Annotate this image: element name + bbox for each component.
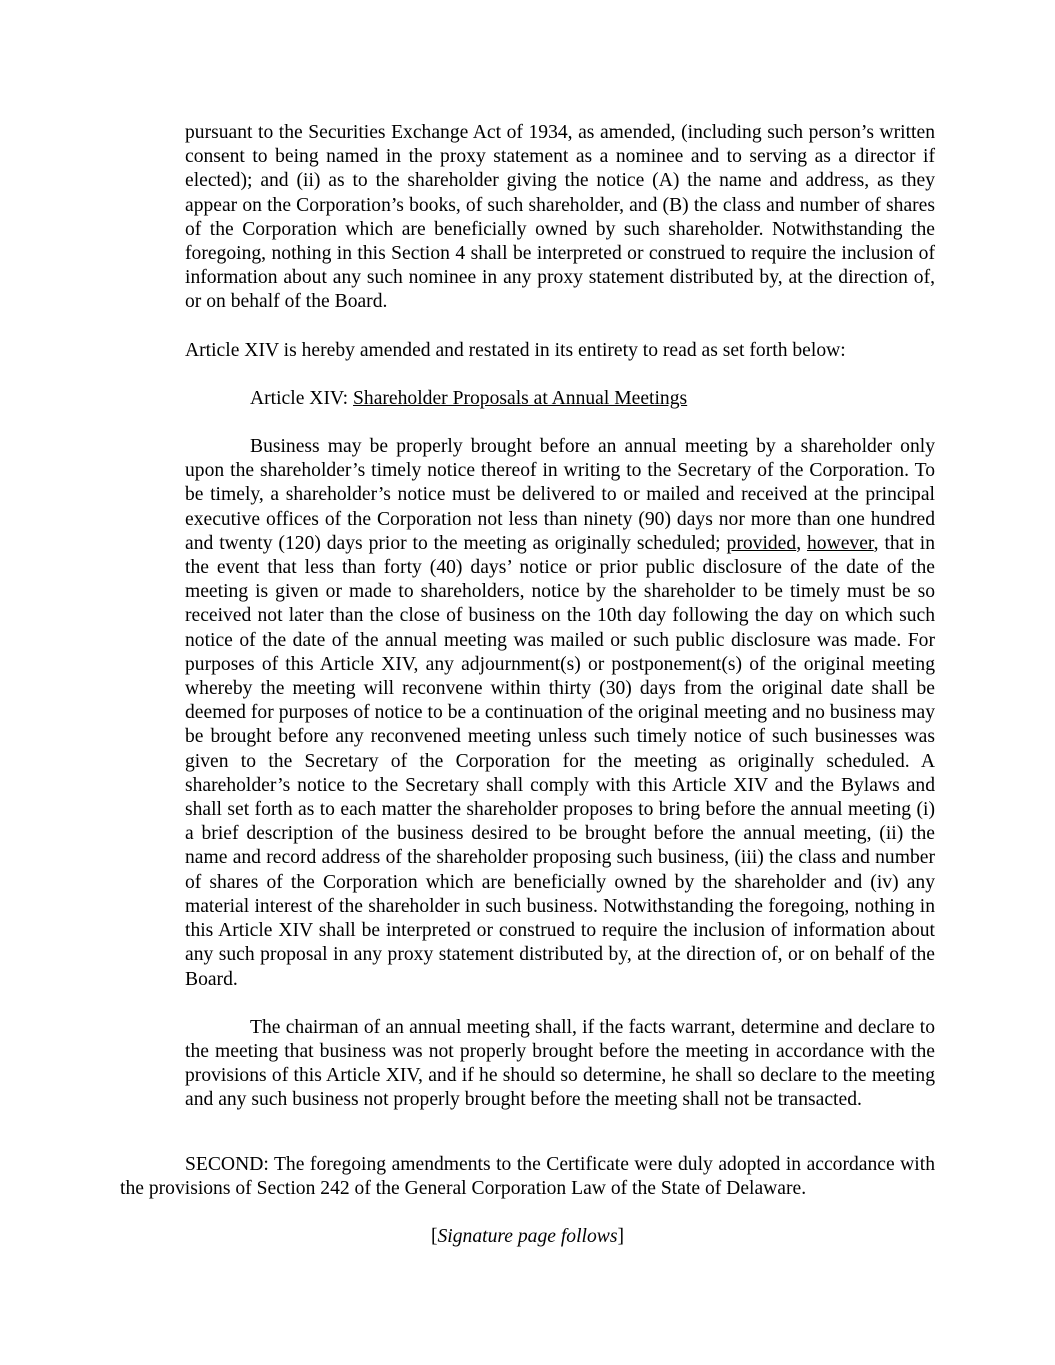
article-xiv-heading-prefix: Article XIV: <box>250 387 354 409</box>
amendment-lead-in-paragraph: Article XIV is hereby amended and restated in its entirety to read as set forth below: <box>185 339 846 361</box>
body-segment-1: Business may be properly brought before an annual meeting by a shareholder only upon the shareholder’s timely notice thereof in writing to the Secretary of the Corporation. To be timely, a shareholder’s notice must be delivered to or mailed and received at the principal executive offices of the Corporation not less than ninety (90) days nor more than one hundred and twenty (120) days prior to the meeting as originally scheduled; <box>185 436 935 554</box>
body-separator: , <box>796 532 807 554</box>
underlined-provided: provided <box>726 532 797 554</box>
signature-open-bracket: [ <box>430 1225 438 1247</box>
article-xiv-heading <box>185 387 935 411</box>
second-clause-paragraph: SECOND: The foregoing amendments to the Certificate were duly adopted in accordance with the provisions of Section 242 of the General Corporation Law of the State of Delaware. <box>120 1153 935 1199</box>
signature-page-note <box>120 1225 935 1249</box>
article-xiv-body-paragraph <box>185 435 935 992</box>
chairman-paragraph: The chairman of an annual meeting shall, if the facts warrant, determine and declare to the meeting that business was not properly brought before the meeting in accordance with the provisions of this Article XIV, and if he should so determine, he shall so declare to the meeting and any such business not properly brought before the meeting shall not be transacted. <box>185 1016 935 1111</box>
amendment-text-block <box>185 121 935 1113</box>
signature-close-bracket: ] <box>617 1225 625 1247</box>
underlined-however: however <box>806 532 874 554</box>
signature-note-text: Signature page follows <box>437 1225 618 1247</box>
body-segment-2: , that in the event that less than forty (40) days’ notice or prior public disclosure of the date of the meeting is given or made to shareholders, notice by the shareholder to be timely must be so received not later than the close of business on the 10th day following the day on which such notice of the date of the annual meeting was mailed or such public disclosure was made. For purposes of this Article XIV, any adjournment(s) or postponement(s) of the original meeting whereby the meeting will reconvene within thirty (30) days from the original date shall be deemed for purposes of notice to be a continuation of the original meeting and no business may be brought before any reconvened meeting unless such timely notice of such businesses was given to the Secretary of the Corporation for the meeting as originally scheduled. A shareholder’s notice to the Secretary shall comply with this Article XIV and the Bylaws and shall set forth as to each matter the shareholder proposes to bring before the annual meeting (i) a brief description of the business desired to be brought before the annual meeting, (ii) the name and record address of the shareholder proposing such business, (iii) the class and number of shares of the Corporation which are beneficially owned by the shareholder and (iv) any material interest of the shareholder in such business. Notwithstanding the foregoing, nothing in this Article XIV shall be interpreted or construed to require the inclusion of information about any such proposal in any proxy statement distributed by, at the direction of, or on behalf of the Board. <box>185 532 935 990</box>
continuation-paragraph: pursuant to the Securities Exchange Act of 1934, as amended, (including such person’s written consent to being named in the proxy statement as a nominee and to serving as a director if elected); and (ii) as to the shareholder giving the notice (A) the name and address, as they appear on the Corporation’s books, of such shareholder, and (B) the class and number of shares of the Corporation which are beneficially owned by such shareholder. Notwithstanding the foregoing, nothing in this Section 4 shall be interpreted or construed to require the inclusion of information about any such nominee in any proxy statement distributed by, at the direction of, or on behalf of the Board. <box>185 122 935 313</box>
article-xiv-heading-title: Shareholder Proposals at Annual Meetings <box>353 387 688 409</box>
